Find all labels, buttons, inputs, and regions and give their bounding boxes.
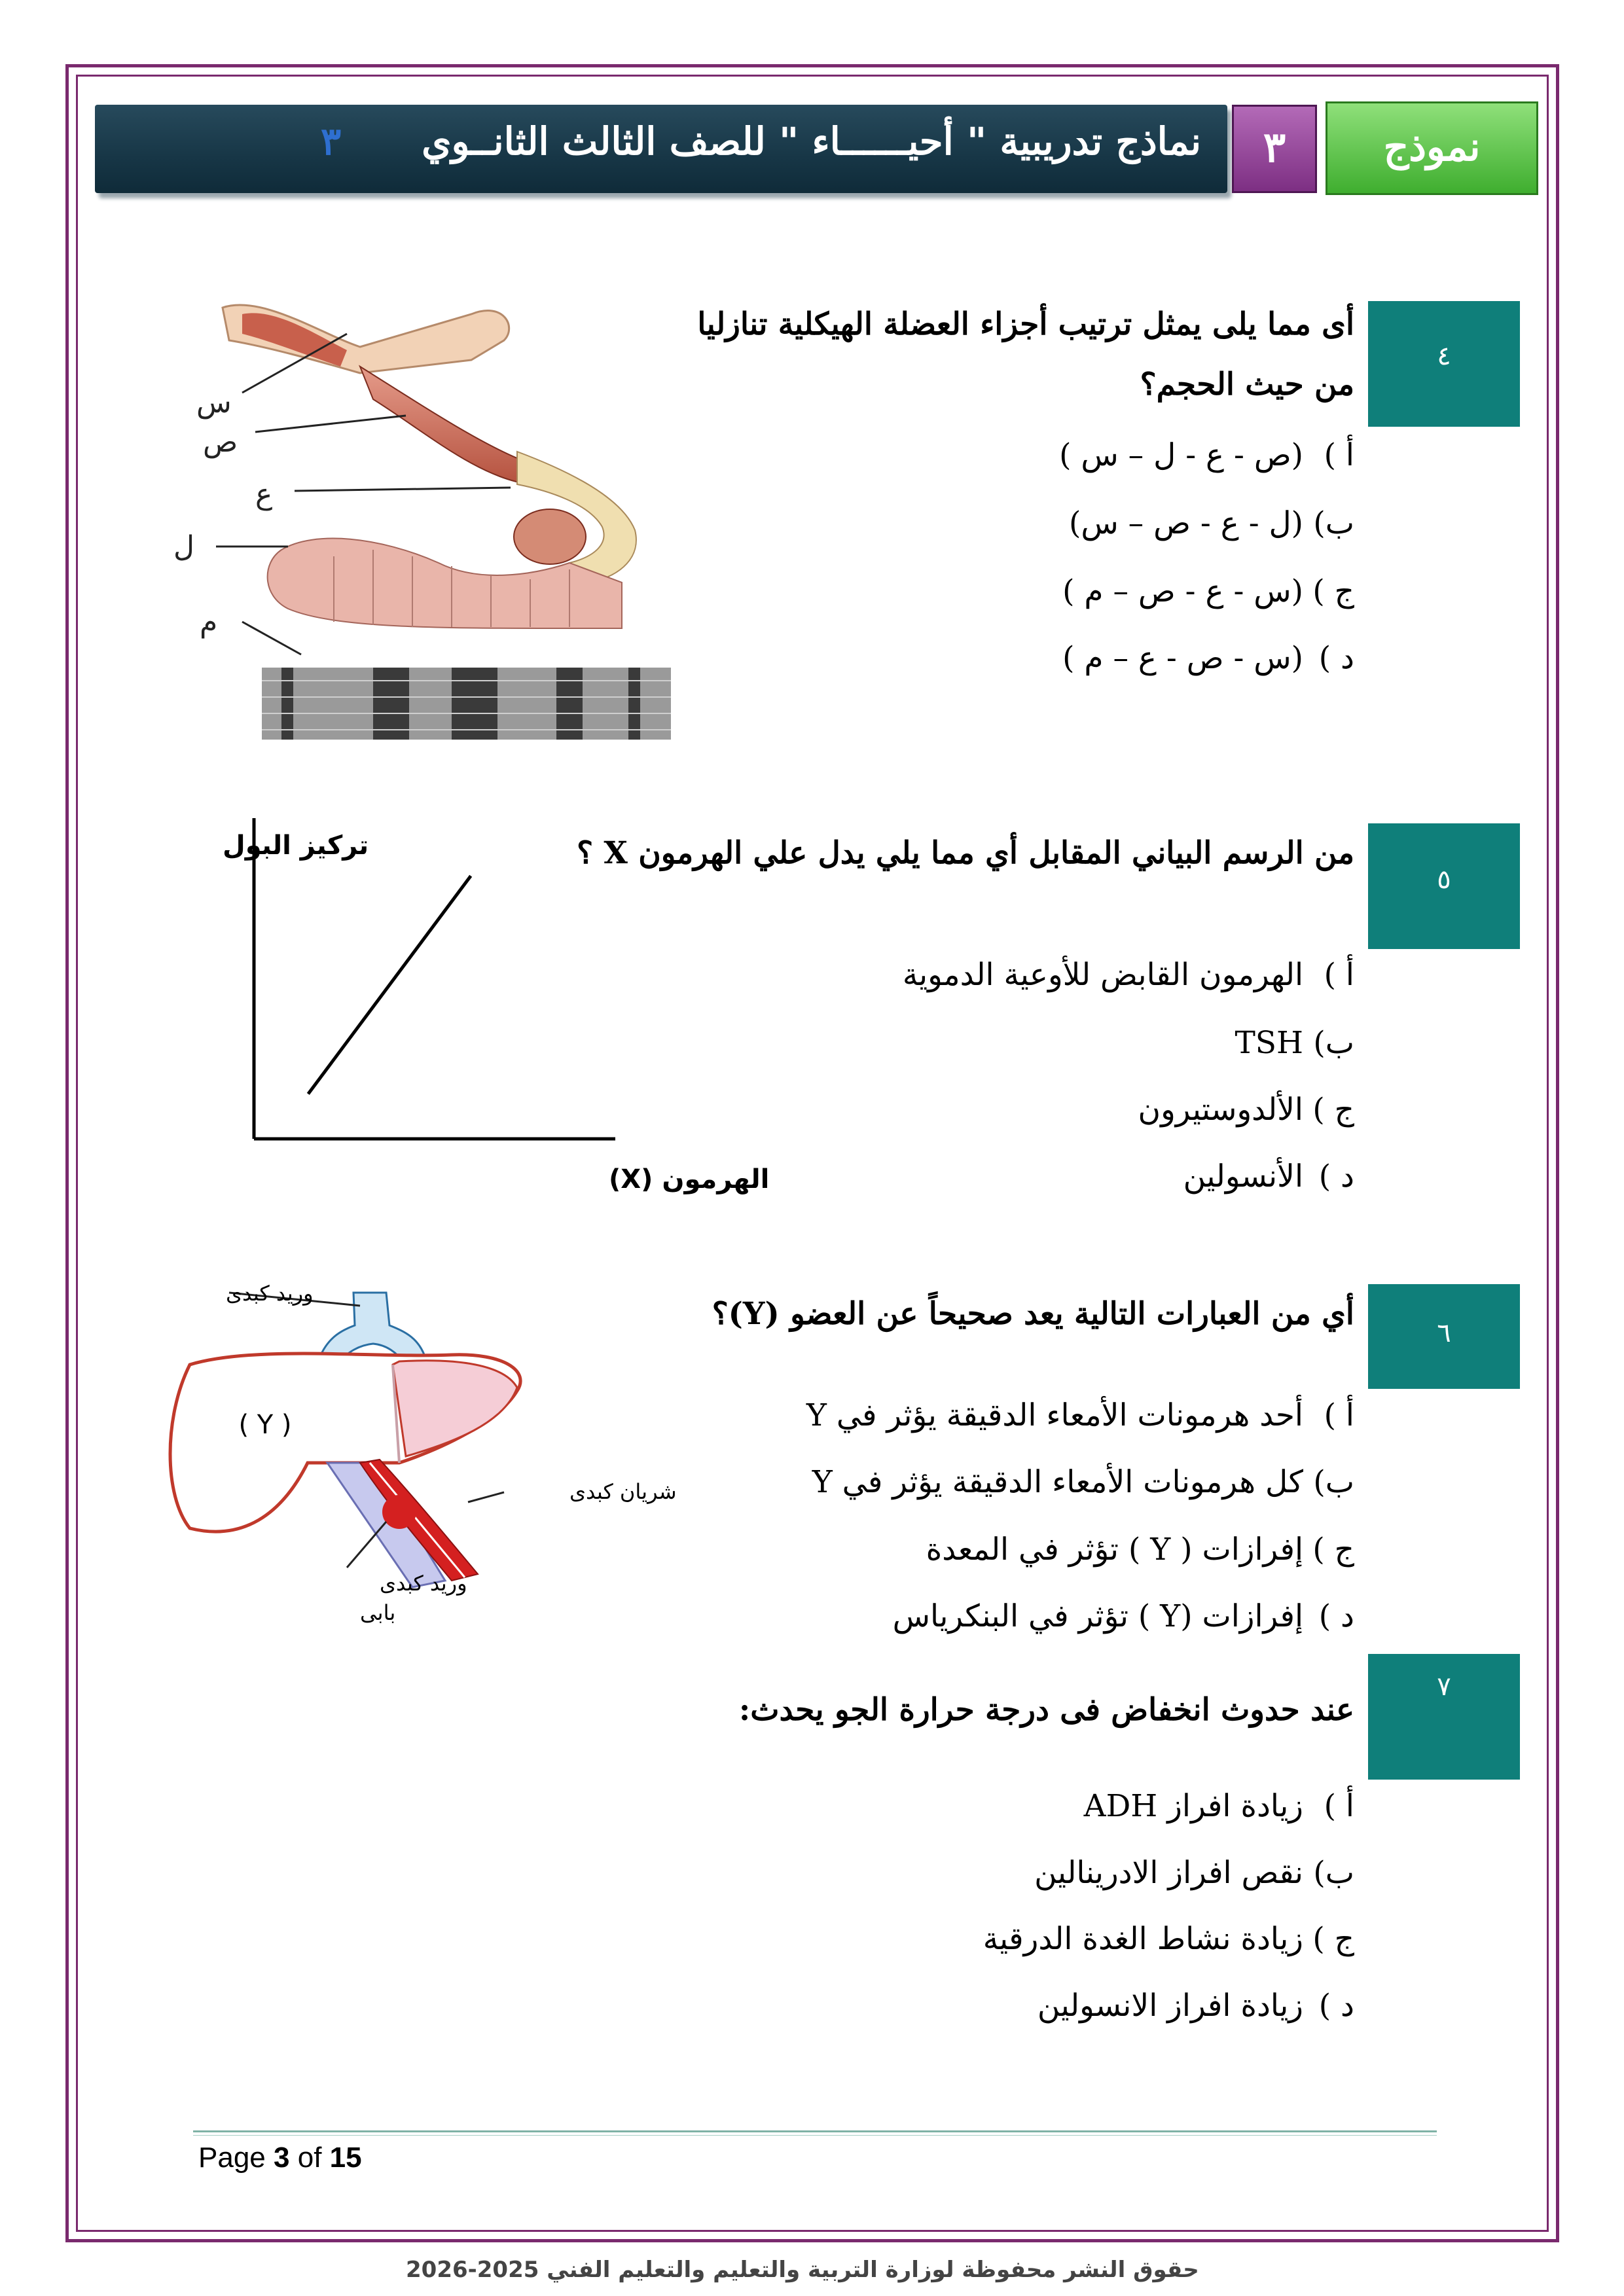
page-number: Page 3 of 15 <box>198 2142 362 2174</box>
figure-label: ص <box>203 425 238 459</box>
figure-label: س <box>196 386 232 420</box>
answer-option[interactable]: د )(س - ص - ع – م ) <box>1062 640 1354 676</box>
muscle-structure-figure <box>164 288 720 753</box>
answer-option[interactable]: د )إفرازات (Y ) تؤثر في البنكرياس <box>892 1598 1354 1634</box>
y-axis-label: تركيز البول <box>223 831 369 861</box>
header-model-number: ٣ <box>1232 105 1317 193</box>
answer-option[interactable]: ج )الألدوستيرون <box>1138 1092 1354 1128</box>
question-number-box: ٤ <box>1368 301 1520 427</box>
label-portal-vein-2: بابى <box>360 1600 396 1625</box>
question-text: أى مما يلى يمثل ترتيب أجزاء العضلة الهيكلية تنازليا من حيث الحجم؟ <box>697 306 1354 403</box>
answer-option[interactable]: ب)نقص افراز الادرينالين <box>1034 1855 1354 1891</box>
question-text: من الرسم البياني المقابل أي مما يلي يدل علي الهرمون X ؟ <box>577 835 1354 871</box>
figure-label: ل <box>173 530 194 564</box>
question-number-box: ٦ <box>1368 1284 1520 1389</box>
label-portal-vein: وريد كبدى <box>380 1571 467 1596</box>
x-axis-label: الهرمون (X) <box>609 1164 770 1194</box>
header-title-bar <box>95 105 1227 193</box>
answer-option[interactable]: ب)(ل - ع - ص – س) <box>1069 505 1354 541</box>
answer-option[interactable]: د )الأنسولين <box>1183 1158 1354 1194</box>
answer-option[interactable]: أ )الهرمون القابض للأوعية الدموية <box>902 957 1354 993</box>
answer-option[interactable]: ج )إفرازات ( Y ) تؤثر في المعدة <box>926 1532 1354 1568</box>
answer-option[interactable]: ج )زيادة نشاط الغدة الدرقية <box>983 1921 1354 1957</box>
figure-label: ع <box>255 478 273 511</box>
question-number-box: ٥ <box>1368 823 1520 949</box>
question-number-box: ٧ <box>1368 1654 1520 1780</box>
label-hepatic-vein: وريد كبدى <box>226 1281 314 1306</box>
answer-option[interactable]: أ )زيادة افراز ADH <box>1083 1788 1354 1824</box>
label-organ-y: ( Y ) <box>238 1410 292 1440</box>
answer-option[interactable]: د )زيادة افراز الانسولين <box>1037 1988 1354 2024</box>
header-title-number: ٣ <box>321 119 342 164</box>
answer-option[interactable]: أ )(ص - ع - ل – س ) <box>1059 437 1354 473</box>
answer-option[interactable]: ب)كل هرمونات الأمعاء الدقيقة يؤثر في Y <box>812 1464 1354 1500</box>
liver-diagram <box>111 1266 677 1633</box>
question-text: عند حدوث انخفاض فى درجة حرارة الجو يحدث: <box>738 1692 1354 1728</box>
answer-option[interactable]: ج )(س - ع - ص – م ) <box>1062 573 1354 609</box>
question-text: أي من العبارات التالية يعد صحيحاً عن العضو (Y)؟ <box>712 1296 1354 1332</box>
header-title: نماذج تدريبية " أحيــــــاء " للصف الثالث الثانــوي <box>422 119 1201 164</box>
answer-option[interactable]: أ )أحد هرمونات الأمعاء الدقيقة يؤثر في Y <box>806 1397 1354 1433</box>
label-hepatic-artery: شريان كبدى <box>569 1479 677 1504</box>
figure-label: م <box>200 605 218 639</box>
answer-option[interactable]: ب)TSH <box>1235 1025 1354 1061</box>
hormone-urine-chart <box>105 812 770 1204</box>
footer-divider <box>193 2130 1437 2132</box>
header-model-label: نموذج <box>1326 101 1538 195</box>
copyright-notice: حقوق النشر محفوظة لوزارة التربية والتعليم والتعليم الفني 2025-2026 <box>406 2257 1199 2283</box>
series-line <box>308 876 471 1094</box>
footer-divider-thin <box>193 2135 1437 2136</box>
